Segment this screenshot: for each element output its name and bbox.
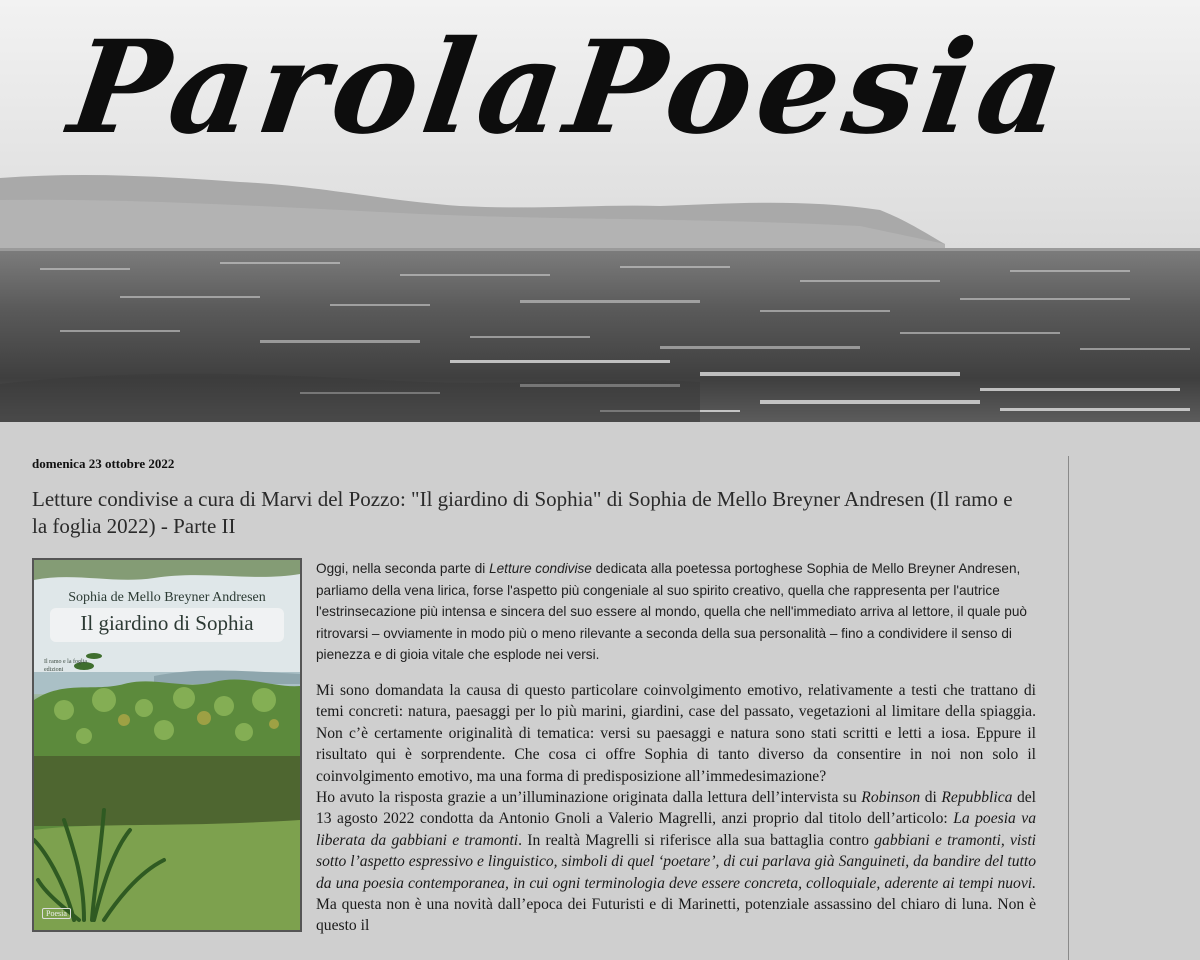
body-text-e: Ma questa non è una novità dall’epoca dei Futuristi e di Marinetti, potenziale assassino del chiaro di luna. Non è questo il xyxy=(316,896,1036,935)
post-content xyxy=(32,446,1062,960)
blog-header-banner[interactable] xyxy=(0,0,1200,422)
post-body xyxy=(316,680,1036,937)
cover-author: Sophia de Mello Breyner Andresen xyxy=(68,590,266,605)
body-emphasis-quote: gabbiani e tramonti, visti sotto l’aspetto espressivo e linguistico, simboli di quel ‘poetare’, di cui parlava già Sanguineti, da bandire del tutto da una poesia contemporanea, in cui ogni terminologia deve essere concreta, colloquiale, aderente ai tempi nuovi. xyxy=(316,831,1036,892)
cover-publisher: Il ramo e la foglia edizioni xyxy=(44,659,87,673)
cover-series-label: Poesia xyxy=(42,908,71,919)
body-emphasis-repubblica: Repubblica xyxy=(941,789,1013,807)
body-text-b: di xyxy=(920,789,942,807)
intro-text-1: Oggi, nella seconda parte di xyxy=(316,561,490,576)
body-paragraph-1: Mi sono domandata la causa di questo particolare coinvolgimento emotivo, relativamente a testi che trattano di temi concreti: natura, paesaggi per lo più marini, giardini, case del passato, vegetazioni al limitare della spiaggia. Non c’è certamente originalità di tematica: versi su paesaggi e natura sono stati scritti e letti a iosa. Eppure il risultato qui è sorprendente. Che cosa ci offre Sophia di tanto diverso da consentire in noi non solo il coinvolgimento emotivo, ma una forma di predisposizione all’immedesimazione? xyxy=(316,682,1036,785)
post-title[interactable]: Letture condivise a cura di Marvi del Pozzo: "Il giardino di Sophia" di Sophia de Mello Breyner Andresen (Il ramo e la foglia 2022) - Parte II xyxy=(32,487,1013,538)
body-emphasis-article-title: La poesia va liberata da gabbiani e tramonti xyxy=(316,810,1037,849)
body-text-d: . In realtà Magrelli si riferisce alla sua battaglia contro xyxy=(518,831,875,849)
intro-text-2: dedicata alla poetessa portoghese Sophia de Mello Breyner Andresen, parliamo della vena lirica, forse l'aspetto più congeniale al suo spirito creativo, quella che rappresenta per l'autrice l'estrinsecazione più intensa e sincera del suo essere al mondo, quella che nell'immediato arriva al lettore, il quale può ritrovarsi – ovviamente in modo più o meno rilevante a seconda della sua personalità – fino a condividere il senso di pienezza e di gioia vitale che esplode nei versi. xyxy=(316,561,1027,663)
book-cover-image[interactable] xyxy=(32,558,302,932)
body-paragraph-2 xyxy=(316,787,1036,937)
blog-title[interactable]: ParolaPoesia xyxy=(61,13,1078,163)
body-text-a: Ho avuto la risposta grazie a un’illuminazione originata dalla lettura dell’intervista su xyxy=(316,789,862,807)
body-emphasis-robinson: Robinson xyxy=(861,789,921,807)
body-text-c: del 13 agosto 2022 condotta da Antonio Gnoli a Valerio Magrelli, anzi proprio dal titolo dell’articolo: xyxy=(316,789,1037,828)
cover-title-box xyxy=(50,608,284,642)
intro-emphasis-series: Letture condivise xyxy=(489,561,592,576)
cover-title: Il giardino di Sophia xyxy=(80,611,254,635)
post-intro xyxy=(316,558,1036,666)
sidebar-divider xyxy=(1068,456,1069,960)
post-date: domenica 23 ottobre 2022 xyxy=(32,456,175,471)
